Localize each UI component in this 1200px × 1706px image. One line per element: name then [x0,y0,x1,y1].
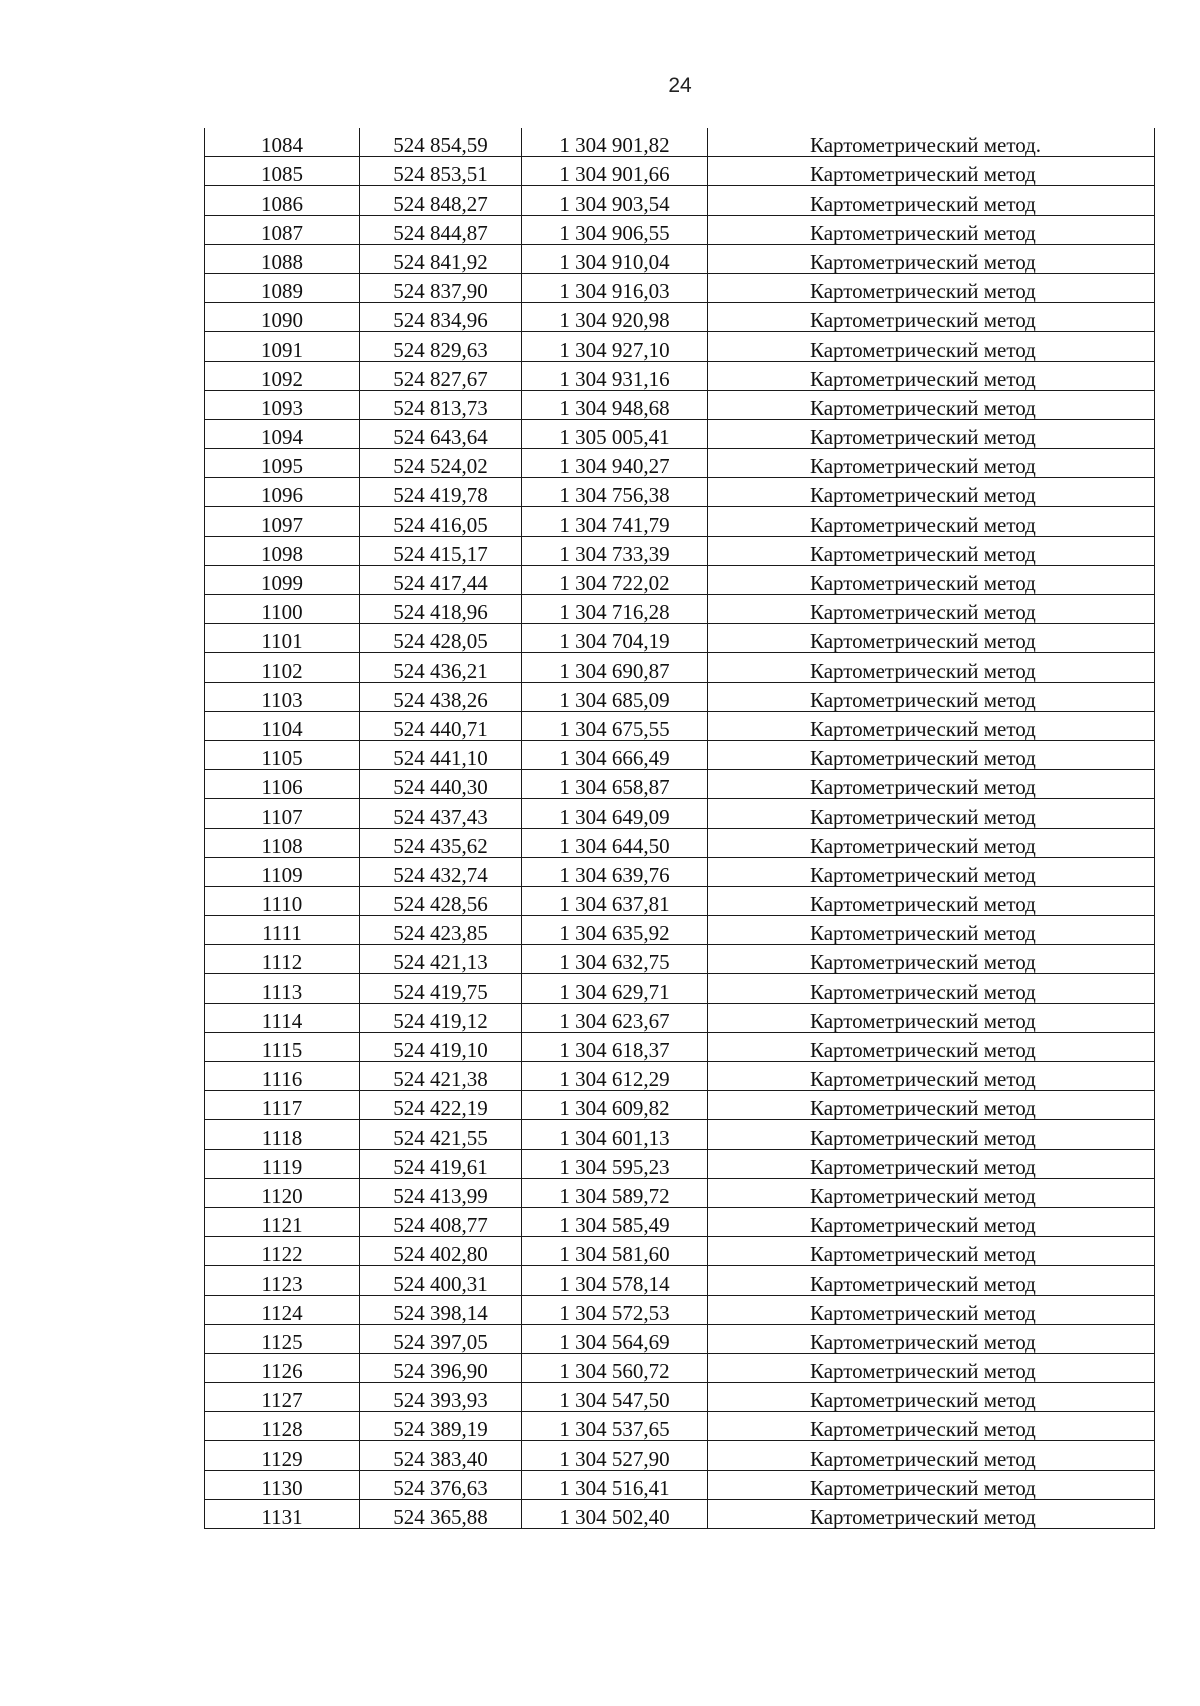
method-cell: Картометрический метод [708,1207,1155,1236]
point-number-cell: 1113 [205,974,360,1003]
y-coordinate-cell: 1 304 685,09 [522,682,708,711]
y-coordinate-cell: 1 304 920,98 [522,303,708,332]
point-number-cell: 1110 [205,886,360,915]
y-coordinate-cell: 1 304 516,41 [522,1470,708,1499]
method-cell: Картометрический метод [708,945,1155,974]
method-cell: Картометрический метод [708,770,1155,799]
y-coordinate-cell: 1 304 601,13 [522,1120,708,1149]
point-number-cell: 1114 [205,1003,360,1032]
method-cell: Картометрический метод [708,332,1155,361]
method-cell: Картометрический метод [708,1499,1155,1528]
method-cell: Картометрический метод [708,1237,1155,1266]
y-coordinate-cell: 1 304 578,14 [522,1266,708,1295]
method-cell: Картометрический метод [708,303,1155,332]
point-number-cell: 1122 [205,1237,360,1266]
x-coordinate-cell: 524 419,75 [360,974,522,1003]
table-row [205,1383,1155,1412]
table-row [205,886,1155,915]
table-row [205,1266,1155,1295]
y-coordinate-cell: 1 304 722,02 [522,565,708,594]
method-cell: Картометрический метод [708,595,1155,624]
method-cell: Картометрический метод [708,361,1155,390]
point-number-cell: 1107 [205,799,360,828]
table-row [205,1412,1155,1441]
y-coordinate-cell: 1 304 927,10 [522,332,708,361]
point-number-cell: 1109 [205,857,360,886]
y-coordinate-cell: 1 304 612,29 [522,1062,708,1091]
x-coordinate-cell: 524 422,19 [360,1091,522,1120]
y-coordinate-cell: 1 304 901,66 [522,157,708,186]
table-row [205,1237,1155,1266]
y-coordinate-cell: 1 304 916,03 [522,273,708,302]
point-number-cell: 1094 [205,419,360,448]
point-number-cell: 1118 [205,1120,360,1149]
table-row [205,186,1155,215]
page-number: 24 [668,74,692,97]
method-cell: Картометрический метод [708,186,1155,215]
table-row [205,536,1155,565]
method-cell: Картометрический метод [708,478,1155,507]
y-coordinate-cell: 1 304 527,90 [522,1441,708,1470]
point-number-cell: 1117 [205,1091,360,1120]
point-number-cell: 1087 [205,215,360,244]
y-coordinate-cell: 1 304 690,87 [522,653,708,682]
x-coordinate-cell: 524 402,80 [360,1237,522,1266]
x-coordinate-cell: 524 419,61 [360,1149,522,1178]
x-coordinate-cell: 524 834,96 [360,303,522,332]
point-number-cell: 1104 [205,711,360,740]
x-coordinate-cell: 524 421,38 [360,1062,522,1091]
y-coordinate-cell: 1 304 704,19 [522,624,708,653]
x-coordinate-cell: 524 400,31 [360,1266,522,1295]
point-number-cell: 1102 [205,653,360,682]
point-number-cell: 1106 [205,770,360,799]
point-number-cell: 1084 [205,128,360,157]
point-number-cell: 1130 [205,1470,360,1499]
point-number-cell: 1115 [205,1032,360,1061]
table-row [205,1324,1155,1353]
point-number-cell: 1101 [205,624,360,653]
method-cell: Картометрический метод [708,653,1155,682]
y-coordinate-cell: 1 304 733,39 [522,536,708,565]
table-row [205,1295,1155,1324]
method-cell: Картометрический метод [708,1003,1155,1032]
method-cell: Картометрический метод [708,1032,1155,1061]
point-number-cell: 1125 [205,1324,360,1353]
y-coordinate-cell: 1 304 595,23 [522,1149,708,1178]
x-coordinate-cell: 524 413,99 [360,1178,522,1207]
table-row [205,1353,1155,1382]
method-cell: Картометрический метод [708,1383,1155,1412]
y-coordinate-cell: 1 304 564,69 [522,1324,708,1353]
y-coordinate-cell: 1 304 666,49 [522,740,708,769]
method-cell: Картометрический метод [708,419,1155,448]
y-coordinate-cell: 1 304 618,37 [522,1032,708,1061]
y-coordinate-cell: 1 304 537,65 [522,1412,708,1441]
x-coordinate-cell: 524 421,55 [360,1120,522,1149]
point-number-cell: 1103 [205,682,360,711]
coordinates-table [204,128,1155,1529]
y-coordinate-cell: 1 304 903,54 [522,186,708,215]
point-number-cell: 1095 [205,449,360,478]
point-number-cell: 1105 [205,740,360,769]
y-coordinate-cell: 1 304 623,67 [522,1003,708,1032]
table-row [205,1207,1155,1236]
method-cell: Картометрический метод [708,273,1155,302]
x-coordinate-cell: 524 398,14 [360,1295,522,1324]
x-coordinate-cell: 524 844,87 [360,215,522,244]
table-row [205,507,1155,536]
method-cell: Картометрический метод [708,1324,1155,1353]
point-number-cell: 1111 [205,916,360,945]
y-coordinate-cell: 1 304 675,55 [522,711,708,740]
table-row [205,828,1155,857]
method-cell: Картометрический метод [708,536,1155,565]
method-cell: Картометрический метод [708,1295,1155,1324]
x-coordinate-cell: 524 440,71 [360,711,522,740]
table-row [205,565,1155,594]
point-number-cell: 1100 [205,595,360,624]
table-row [205,361,1155,390]
point-number-cell: 1112 [205,945,360,974]
y-coordinate-cell: 1 304 637,81 [522,886,708,915]
point-number-cell: 1119 [205,1149,360,1178]
table-row [205,157,1155,186]
x-coordinate-cell: 524 441,10 [360,740,522,769]
point-number-cell: 1093 [205,390,360,419]
table-row [205,449,1155,478]
table-row [205,653,1155,682]
method-cell: Картометрический метод [708,507,1155,536]
table-row [205,624,1155,653]
y-coordinate-cell: 1 304 629,71 [522,974,708,1003]
x-coordinate-cell: 524 418,96 [360,595,522,624]
y-coordinate-cell: 1 304 635,92 [522,916,708,945]
point-number-cell: 1085 [205,157,360,186]
point-number-cell: 1092 [205,361,360,390]
table-row [205,799,1155,828]
coordinates-table-body [205,128,1155,1529]
table-row [205,1499,1155,1528]
table-row [205,244,1155,273]
x-coordinate-cell: 524 419,78 [360,478,522,507]
table-row [205,303,1155,332]
y-coordinate-cell: 1 305 005,41 [522,419,708,448]
point-number-cell: 1127 [205,1383,360,1412]
table-row [205,478,1155,507]
y-coordinate-cell: 1 304 906,55 [522,215,708,244]
method-cell: Картометрический метод [708,1353,1155,1382]
x-coordinate-cell: 524 438,26 [360,682,522,711]
method-cell: Картометрический метод [708,711,1155,740]
method-cell: Картометрический метод [708,565,1155,594]
x-coordinate-cell: 524 827,67 [360,361,522,390]
point-number-cell: 1124 [205,1295,360,1324]
method-cell: Картометрический метод [708,1470,1155,1499]
table-row [205,1032,1155,1061]
table-row [205,1091,1155,1120]
x-coordinate-cell: 524 841,92 [360,244,522,273]
x-coordinate-cell: 524 416,05 [360,507,522,536]
point-number-cell: 1090 [205,303,360,332]
y-coordinate-cell: 1 304 502,40 [522,1499,708,1528]
x-coordinate-cell: 524 419,12 [360,1003,522,1032]
point-number-cell: 1091 [205,332,360,361]
x-coordinate-cell: 524 393,93 [360,1383,522,1412]
table-row [205,945,1155,974]
table-row [205,916,1155,945]
x-coordinate-cell: 524 854,59 [360,128,522,157]
method-cell: Картометрический метод [708,682,1155,711]
x-coordinate-cell: 524 397,05 [360,1324,522,1353]
y-coordinate-cell: 1 304 589,72 [522,1178,708,1207]
x-coordinate-cell: 524 396,90 [360,1353,522,1382]
x-coordinate-cell: 524 432,74 [360,857,522,886]
table-row [205,1441,1155,1470]
method-cell: Картометрический метод [708,1441,1155,1470]
table-row [205,711,1155,740]
table-row [205,974,1155,1003]
x-coordinate-cell: 524 643,64 [360,419,522,448]
table-row [205,857,1155,886]
method-cell: Картометрический метод [708,390,1155,419]
table-row [205,1120,1155,1149]
x-coordinate-cell: 524 415,17 [360,536,522,565]
method-cell: Картометрический метод [708,1266,1155,1295]
table-row [205,1062,1155,1091]
y-coordinate-cell: 1 304 948,68 [522,390,708,419]
method-cell: Картометрический метод [708,244,1155,273]
y-coordinate-cell: 1 304 940,27 [522,449,708,478]
table-row [205,1178,1155,1207]
point-number-cell: 1096 [205,478,360,507]
method-cell: Картометрический метод [708,215,1155,244]
y-coordinate-cell: 1 304 931,16 [522,361,708,390]
x-coordinate-cell: 524 417,44 [360,565,522,594]
method-cell: Картометрический метод. [708,128,1155,157]
x-coordinate-cell: 524 389,19 [360,1412,522,1441]
table-row [205,740,1155,769]
y-coordinate-cell: 1 304 632,75 [522,945,708,974]
x-coordinate-cell: 524 853,51 [360,157,522,186]
method-cell: Картометрический метод [708,1149,1155,1178]
point-number-cell: 1121 [205,1207,360,1236]
method-cell: Картометрический метод [708,916,1155,945]
point-number-cell: 1116 [205,1062,360,1091]
table-row [205,595,1155,624]
method-cell: Картометрический метод [708,828,1155,857]
point-number-cell: 1089 [205,273,360,302]
x-coordinate-cell: 524 365,88 [360,1499,522,1528]
x-coordinate-cell: 524 376,63 [360,1470,522,1499]
y-coordinate-cell: 1 304 910,04 [522,244,708,273]
x-coordinate-cell: 524 423,85 [360,916,522,945]
table-row [205,1003,1155,1032]
table-row [205,273,1155,302]
table-row [205,1470,1155,1499]
method-cell: Картометрический метод [708,740,1155,769]
x-coordinate-cell: 524 421,13 [360,945,522,974]
method-cell: Картометрический метод [708,157,1155,186]
y-coordinate-cell: 1 304 741,79 [522,507,708,536]
y-coordinate-cell: 1 304 901,82 [522,128,708,157]
y-coordinate-cell: 1 304 716,28 [522,595,708,624]
table-row [205,332,1155,361]
y-coordinate-cell: 1 304 560,72 [522,1353,708,1382]
y-coordinate-cell: 1 304 658,87 [522,770,708,799]
point-number-cell: 1120 [205,1178,360,1207]
table-row [205,419,1155,448]
point-number-cell: 1097 [205,507,360,536]
y-coordinate-cell: 1 304 581,60 [522,1237,708,1266]
method-cell: Картометрический метод [708,449,1155,478]
point-number-cell: 1128 [205,1412,360,1441]
x-coordinate-cell: 524 848,27 [360,186,522,215]
table-row [205,128,1155,157]
x-coordinate-cell: 524 436,21 [360,653,522,682]
x-coordinate-cell: 524 383,40 [360,1441,522,1470]
x-coordinate-cell: 524 437,43 [360,799,522,828]
y-coordinate-cell: 1 304 609,82 [522,1091,708,1120]
point-number-cell: 1088 [205,244,360,273]
x-coordinate-cell: 524 435,62 [360,828,522,857]
method-cell: Картометрический метод [708,857,1155,886]
point-number-cell: 1123 [205,1266,360,1295]
x-coordinate-cell: 524 440,30 [360,770,522,799]
table-row [205,215,1155,244]
point-number-cell: 1108 [205,828,360,857]
point-number-cell: 1129 [205,1441,360,1470]
point-number-cell: 1099 [205,565,360,594]
x-coordinate-cell: 524 813,73 [360,390,522,419]
method-cell: Картометрический метод [708,1412,1155,1441]
x-coordinate-cell: 524 829,63 [360,332,522,361]
y-coordinate-cell: 1 304 547,50 [522,1383,708,1412]
y-coordinate-cell: 1 304 585,49 [522,1207,708,1236]
y-coordinate-cell: 1 304 644,50 [522,828,708,857]
method-cell: Картометрический метод [708,624,1155,653]
method-cell: Картометрический метод [708,1120,1155,1149]
point-number-cell: 1126 [205,1353,360,1382]
table-row [205,770,1155,799]
x-coordinate-cell: 524 837,90 [360,273,522,302]
point-number-cell: 1086 [205,186,360,215]
method-cell: Картометрический метод [708,1091,1155,1120]
y-coordinate-cell: 1 304 572,53 [522,1295,708,1324]
method-cell: Картометрический метод [708,974,1155,1003]
table-row [205,390,1155,419]
x-coordinate-cell: 524 428,56 [360,886,522,915]
point-number-cell: 1098 [205,536,360,565]
y-coordinate-cell: 1 304 756,38 [522,478,708,507]
method-cell: Картометрический метод [708,1062,1155,1091]
x-coordinate-cell: 524 408,77 [360,1207,522,1236]
table-row [205,1149,1155,1178]
point-number-cell: 1131 [205,1499,360,1528]
x-coordinate-cell: 524 428,05 [360,624,522,653]
y-coordinate-cell: 1 304 649,09 [522,799,708,828]
method-cell: Картометрический метод [708,1178,1155,1207]
x-coordinate-cell: 524 524,02 [360,449,522,478]
method-cell: Картометрический метод [708,886,1155,915]
x-coordinate-cell: 524 419,10 [360,1032,522,1061]
table-row [205,682,1155,711]
method-cell: Картометрический метод [708,799,1155,828]
y-coordinate-cell: 1 304 639,76 [522,857,708,886]
